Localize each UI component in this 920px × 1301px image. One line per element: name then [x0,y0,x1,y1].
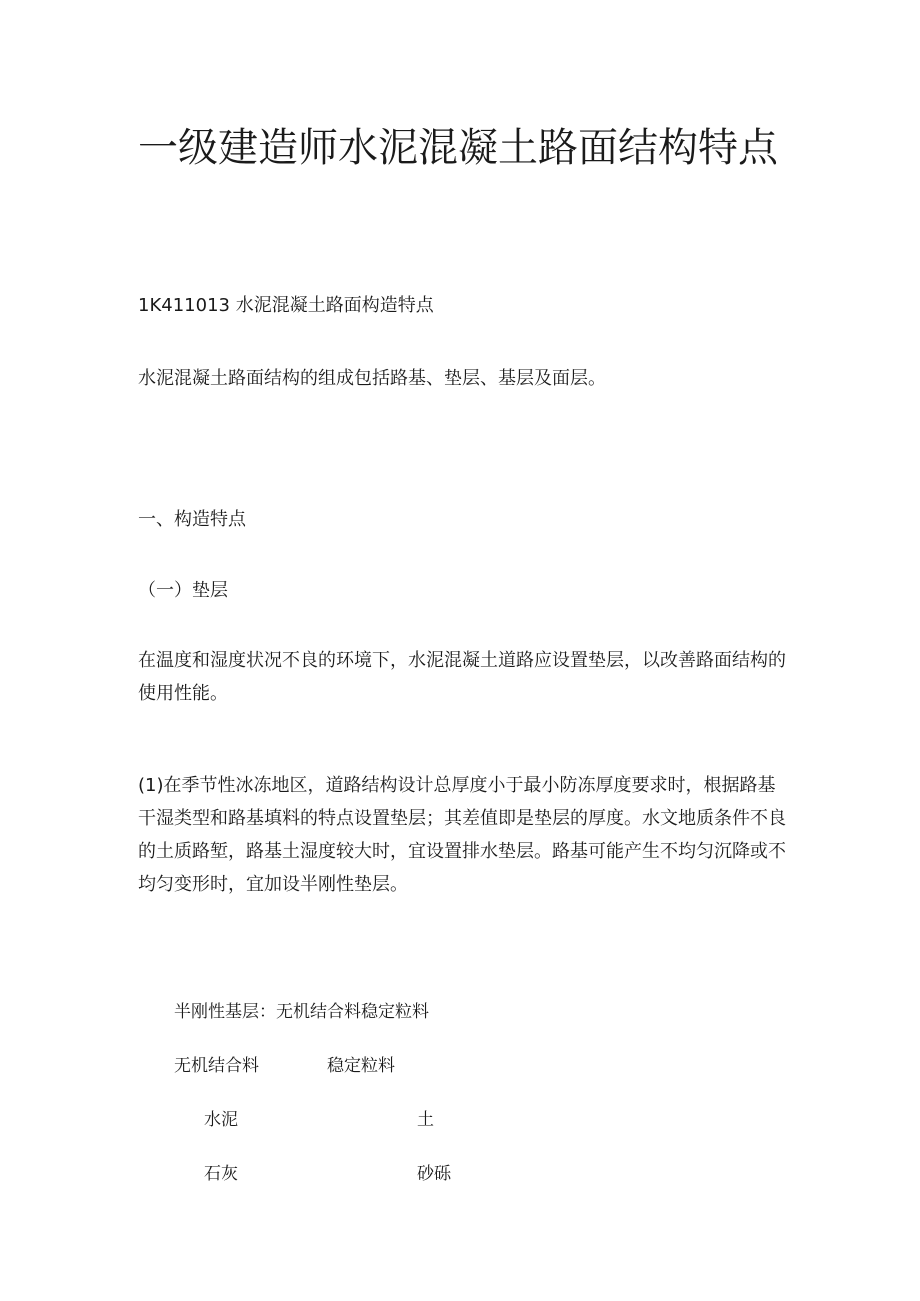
note-row-2-right: 砂砾 [417,1164,451,1184]
note-col-right-header: 稳定粒料 [327,1056,395,1076]
note-line-1: 半刚性基层：无机结合料稳定粒料 [174,1002,429,1022]
paragraph-1: 在温度和湿度状况不良的环境下，水泥混凝土道路应设置垫层，以改善路面结构的使用性能。 [138,650,786,704]
note-col-left-header: 无机结合料 [174,1056,259,1076]
note-row-1-right: 土 [417,1110,434,1130]
section-heading: 一、构造特点 [138,509,246,530]
document-title: 一级建造师水泥混凝土路面结构特点 [138,125,778,171]
note-row-1-left: 水泥 [204,1110,238,1130]
document-subtitle: 1K411013 水泥混凝土路面构造特点 [138,295,434,316]
intro-paragraph: 水泥混凝土路面结构的组成包括路基、垫层、基层及面层。 [138,368,606,389]
note-row-2-left: 石灰 [204,1164,238,1184]
paragraph-2: (1)在季节性冰冻地区，道路结构设计总厚度小于最小防冻厚度要求时，根据路基干湿类型和路基填料的特点设置垫层；其差值即是垫层的厚度。水文地质条件不良的土质路堑，路基土湿度较大时，宜设置排水垫层。路基可能产生不均匀沉降或不均匀变形时，宜加设半刚性垫层。 [138,775,786,895]
subsection-heading: （一）垫层 [138,580,228,601]
